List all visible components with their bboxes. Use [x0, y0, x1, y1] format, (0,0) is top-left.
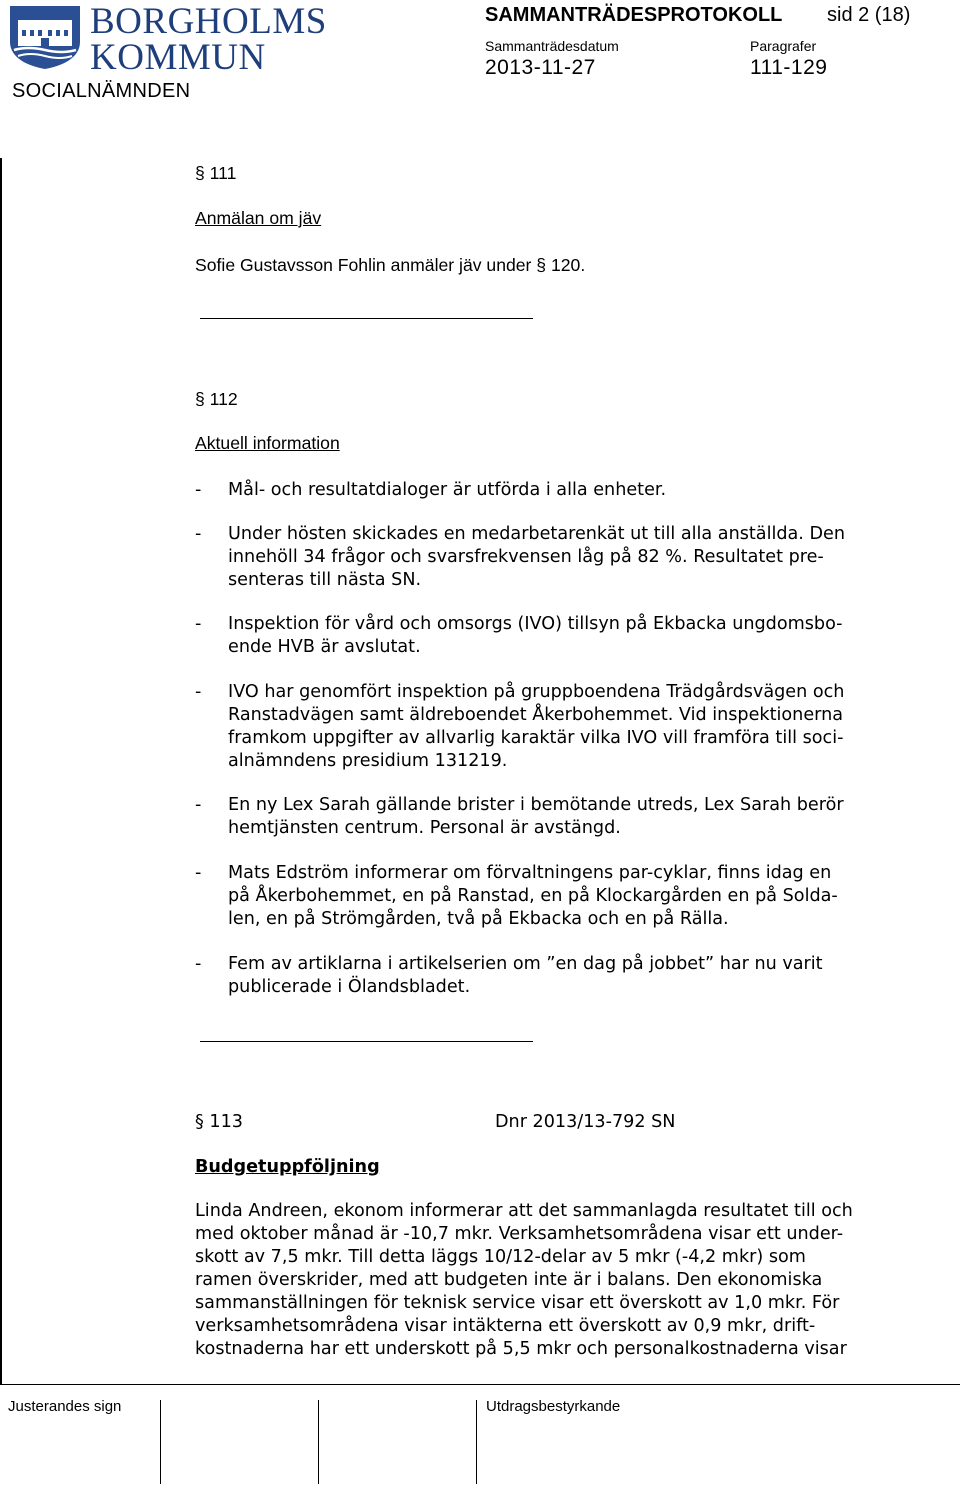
paragraphs-label: Paragrafer [750, 38, 817, 54]
signature-box-divider [160, 1400, 161, 1484]
logo-text-kommun: KOMMUN [90, 37, 266, 78]
list-item-line: Mats Edström informerar om förvaltningens par-cyklar, finns idag en [228, 863, 832, 883]
list-item-line: IVO har genomfört inspektion på gruppboendena Trädgårdsvägen och [228, 682, 845, 702]
bullet-marker: - [195, 480, 202, 500]
body-line: verksamhetsområdena visar intäkterna ett överskott av 0,9 mkr, drift- [195, 1316, 816, 1336]
bullet-marker: - [195, 682, 202, 702]
footer-rule [0, 1384, 960, 1385]
section-113-number: § 113 [195, 1112, 243, 1132]
municipality-logo [8, 1, 327, 78]
signature-box-divider [318, 1400, 319, 1484]
list-item-line: senteras till nästa SN. [228, 570, 422, 590]
meeting-date-value: 2013-11-27 [485, 56, 596, 79]
signature-box-divider [476, 1400, 477, 1484]
body-line: ramen överskrider, med att budgeten inte är i balans. Den ekonomiska [195, 1270, 823, 1290]
body-line: Linda Andreen, ekonom informerar att det sammanlagda resultatet till och [195, 1201, 853, 1221]
list-item-line: hemtjänsten centrum. Personal är avstängd. [228, 818, 621, 838]
list-item-line: En ny Lex Sarah gällande brister i bemötande utreds, Lex Sarah berör [228, 795, 844, 815]
section-111-number: § 111 [195, 163, 237, 183]
page-number: sid 2 (18) [827, 4, 911, 26]
list-item-line: Fem av artiklarna i artikelserien om ”en dag på jobbet” har nu varit [228, 954, 823, 974]
list-item-line: på Åkerbohemmet, en på Ranstad, en på Klockargården en på Solda- [228, 886, 838, 906]
section-112-title: Aktuell information [195, 433, 340, 453]
list-item-line: framkom uppgifter av allvarlig karaktär vilka IVO vill framföra till soci- [228, 728, 844, 748]
section-113-title: Budgetuppföljning [195, 1157, 380, 1177]
section-separator [200, 1041, 533, 1042]
section-113-dnr: Dnr 2013/13-792 SN [495, 1112, 676, 1132]
body-line: skott av 7,5 mkr. Till detta läggs 10/12-delar av 5 mkr (-4,2 mkr) som [195, 1247, 806, 1267]
protocol-title: SAMMANTRÄDESPROTOKOLL [485, 4, 783, 26]
bullet-marker: - [195, 954, 202, 974]
logo-text-borgholms: BORGHOLMS [90, 1, 327, 42]
list-item-line: Inspektion för vård och omsorgs (IVO) tillsyn på Ekbacka ungdomsbo- [228, 614, 843, 634]
list-item-line: alnämndens presidium 131219. [228, 751, 508, 771]
body-line: kostnaderna har ett underskott på 5,5 mkr och personalkostnaderna visar [195, 1339, 847, 1359]
bullet-marker: - [195, 795, 202, 815]
bullet-marker: - [195, 614, 202, 634]
list-item-line: Under hösten skickades en medarbetarenkät ut till alla anställda. Den [228, 524, 846, 544]
signature-label: Justerandes sign [8, 1398, 122, 1415]
meeting-date-label: Sammanträdesdatum [485, 38, 619, 54]
list-item-line: ende HVB är avslutat. [228, 637, 421, 657]
list-item-line: Mål- och resultatdialoger är utförda i alla enheter. [228, 480, 667, 500]
crest-icon [8, 4, 82, 70]
section-111-text: Sofie Gustavsson Fohlin anmäler jäv under § 120. [195, 255, 586, 275]
paragraphs-value: 111-129 [750, 56, 828, 79]
bullet-marker: - [195, 863, 202, 883]
body-line: med oktober månad är -10,7 mkr. Verksamhetsområdena visar ett under- [195, 1224, 844, 1244]
section-112-number: § 112 [195, 389, 238, 409]
section-separator [200, 318, 533, 319]
bullet-marker: - [195, 524, 202, 544]
body-line: sammanställningen för teknisk service visar ett överskott av 1,0 mkr. För [195, 1293, 840, 1313]
list-item-line: len, en på Strömgården, två på Ekbacka och en på Rälla. [228, 909, 729, 929]
list-item-line: publicerade i Ölandsbladet. [228, 977, 471, 997]
extract-certification-label: Utdragsbestyrkande [486, 1398, 621, 1415]
list-item-line: innehöll 34 frågor och svarsfrekvensen låg på 82 %. Resultatet pre- [228, 547, 824, 567]
section-111-title: Anmälan om jäv [195, 208, 322, 228]
list-item-line: Ranstadvägen samt äldreboendet Åkerbohemmet. Vid inspektionerna [228, 705, 843, 725]
left-margin-rule [0, 158, 2, 1384]
department-name: SOCIALNÄMNDEN [12, 80, 191, 102]
